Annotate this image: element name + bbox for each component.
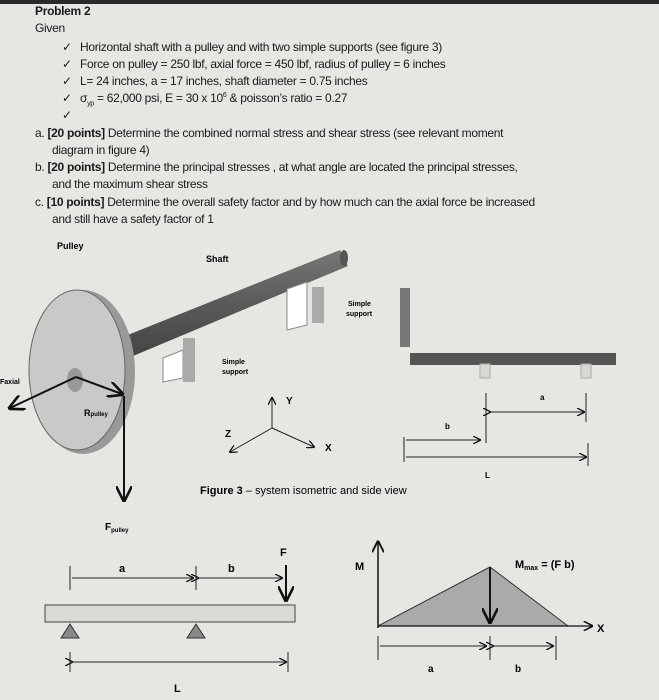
beam-l-label: L: [174, 683, 181, 695]
check-icon: ✓: [62, 40, 73, 54]
t: Figure 3: [200, 485, 243, 497]
q-points: [20 points]: [47, 126, 105, 140]
side-shaft: [410, 353, 616, 365]
shaft-label: Shaft: [206, 254, 229, 264]
axes-triad: [230, 398, 314, 452]
sub-yp: yp: [87, 100, 94, 108]
beam-a-label: a: [119, 563, 126, 575]
q-letter: c.: [35, 195, 44, 209]
t: axial: [4, 379, 20, 386]
figure-4-moment-diagram: [355, 542, 605, 675]
given-item: Horizontal shaft with a pulley and with two simple supports (see figure 3): [80, 40, 442, 54]
side-support-1: [480, 364, 490, 378]
given-label: Given: [35, 21, 65, 35]
x-axis-label: X: [325, 443, 332, 454]
given-item: Force on pulley = 250 lbf, axial force = 450 lbf, radius of pulley = 6 inches: [80, 57, 446, 71]
check-icon: ✓: [62, 57, 73, 71]
q-text: Determine the overall safety factor and by how much can the axial force be increased: [104, 195, 535, 209]
t: M: [515, 559, 525, 571]
x-label: X: [597, 623, 605, 635]
q-points: [10 points]: [46, 195, 105, 209]
simple-support-label-far: [346, 301, 373, 318]
question-c-cont: and still have a safety factor of 1: [52, 212, 214, 226]
support-triangle: [61, 624, 79, 638]
t: max: [524, 565, 539, 572]
m-axis-label: M: [355, 561, 365, 573]
mmax-label: [515, 559, 575, 572]
f-pulley-label: [105, 522, 129, 534]
t: pulley: [111, 528, 129, 534]
moment-triangle: [378, 567, 568, 626]
given-item: L= 24 inches, a = 17 inches, shaft diameter = 0.75 inches: [80, 74, 368, 88]
t: R: [84, 408, 91, 418]
support-triangle: [187, 624, 205, 638]
simple-support-near: [163, 338, 195, 382]
y-axis-label: Y: [286, 396, 293, 407]
t: support: [222, 369, 249, 376]
t: F: [0, 379, 5, 386]
dimension-lines: [404, 393, 588, 466]
question-b-cont: and the maximum shear stress: [52, 177, 208, 191]
text: = 62,000 psi, E = 30 x 10: [96, 91, 223, 105]
problem-title: Problem 2: [35, 4, 91, 18]
text: & poisson’s ratio = 0.27: [229, 91, 348, 105]
moment-a-label: a: [428, 664, 434, 675]
beam-force-label: F: [280, 547, 287, 559]
q-letter: a.: [35, 126, 45, 140]
q-text: Determine the combined normal stress and shear stress (see relevant moment: [104, 126, 504, 140]
check-icon: ✓: [62, 91, 73, 105]
pulley-label: Pulley: [57, 241, 84, 251]
exp: 6: [222, 92, 227, 99]
t: pulley: [90, 412, 108, 418]
q-letter: b.: [35, 160, 45, 174]
dim-b-label: b: [445, 422, 450, 431]
q-points: [20 points]: [47, 160, 105, 174]
moment-dimensions: [378, 636, 556, 660]
simple-support-label-near: [222, 359, 249, 376]
moment-b-label: b: [515, 664, 522, 675]
q-text: Determine the principal stresses , at what angle are located the principal stresses,: [104, 160, 518, 174]
side-pulley: [400, 288, 410, 347]
figure-3-caption: [200, 485, 407, 497]
figure-4-beam: [45, 547, 295, 695]
t: Simple: [222, 359, 245, 366]
beam-b-label: b: [228, 563, 235, 575]
axial-label: [0, 379, 20, 386]
shaft-end: [340, 250, 348, 266]
z-axis-label: Z: [225, 429, 232, 440]
beam: [45, 605, 295, 622]
question-a-cont: diagram in figure 4): [52, 143, 150, 157]
figure-3-side-view: [400, 288, 616, 480]
t: support: [346, 311, 373, 318]
check-icon: ✓: [62, 108, 73, 122]
t: = (F b): [538, 559, 575, 571]
t: F: [105, 522, 112, 533]
check-icon: ✓: [62, 74, 73, 88]
dim-a-label: a: [540, 393, 545, 402]
side-support-2: [581, 364, 591, 378]
dim-l-label: L: [485, 471, 490, 480]
simple-support-far: [287, 282, 324, 330]
sigma: σ: [80, 91, 88, 105]
t: – system isometric and side view: [242, 485, 407, 497]
t: Simple: [348, 301, 371, 308]
